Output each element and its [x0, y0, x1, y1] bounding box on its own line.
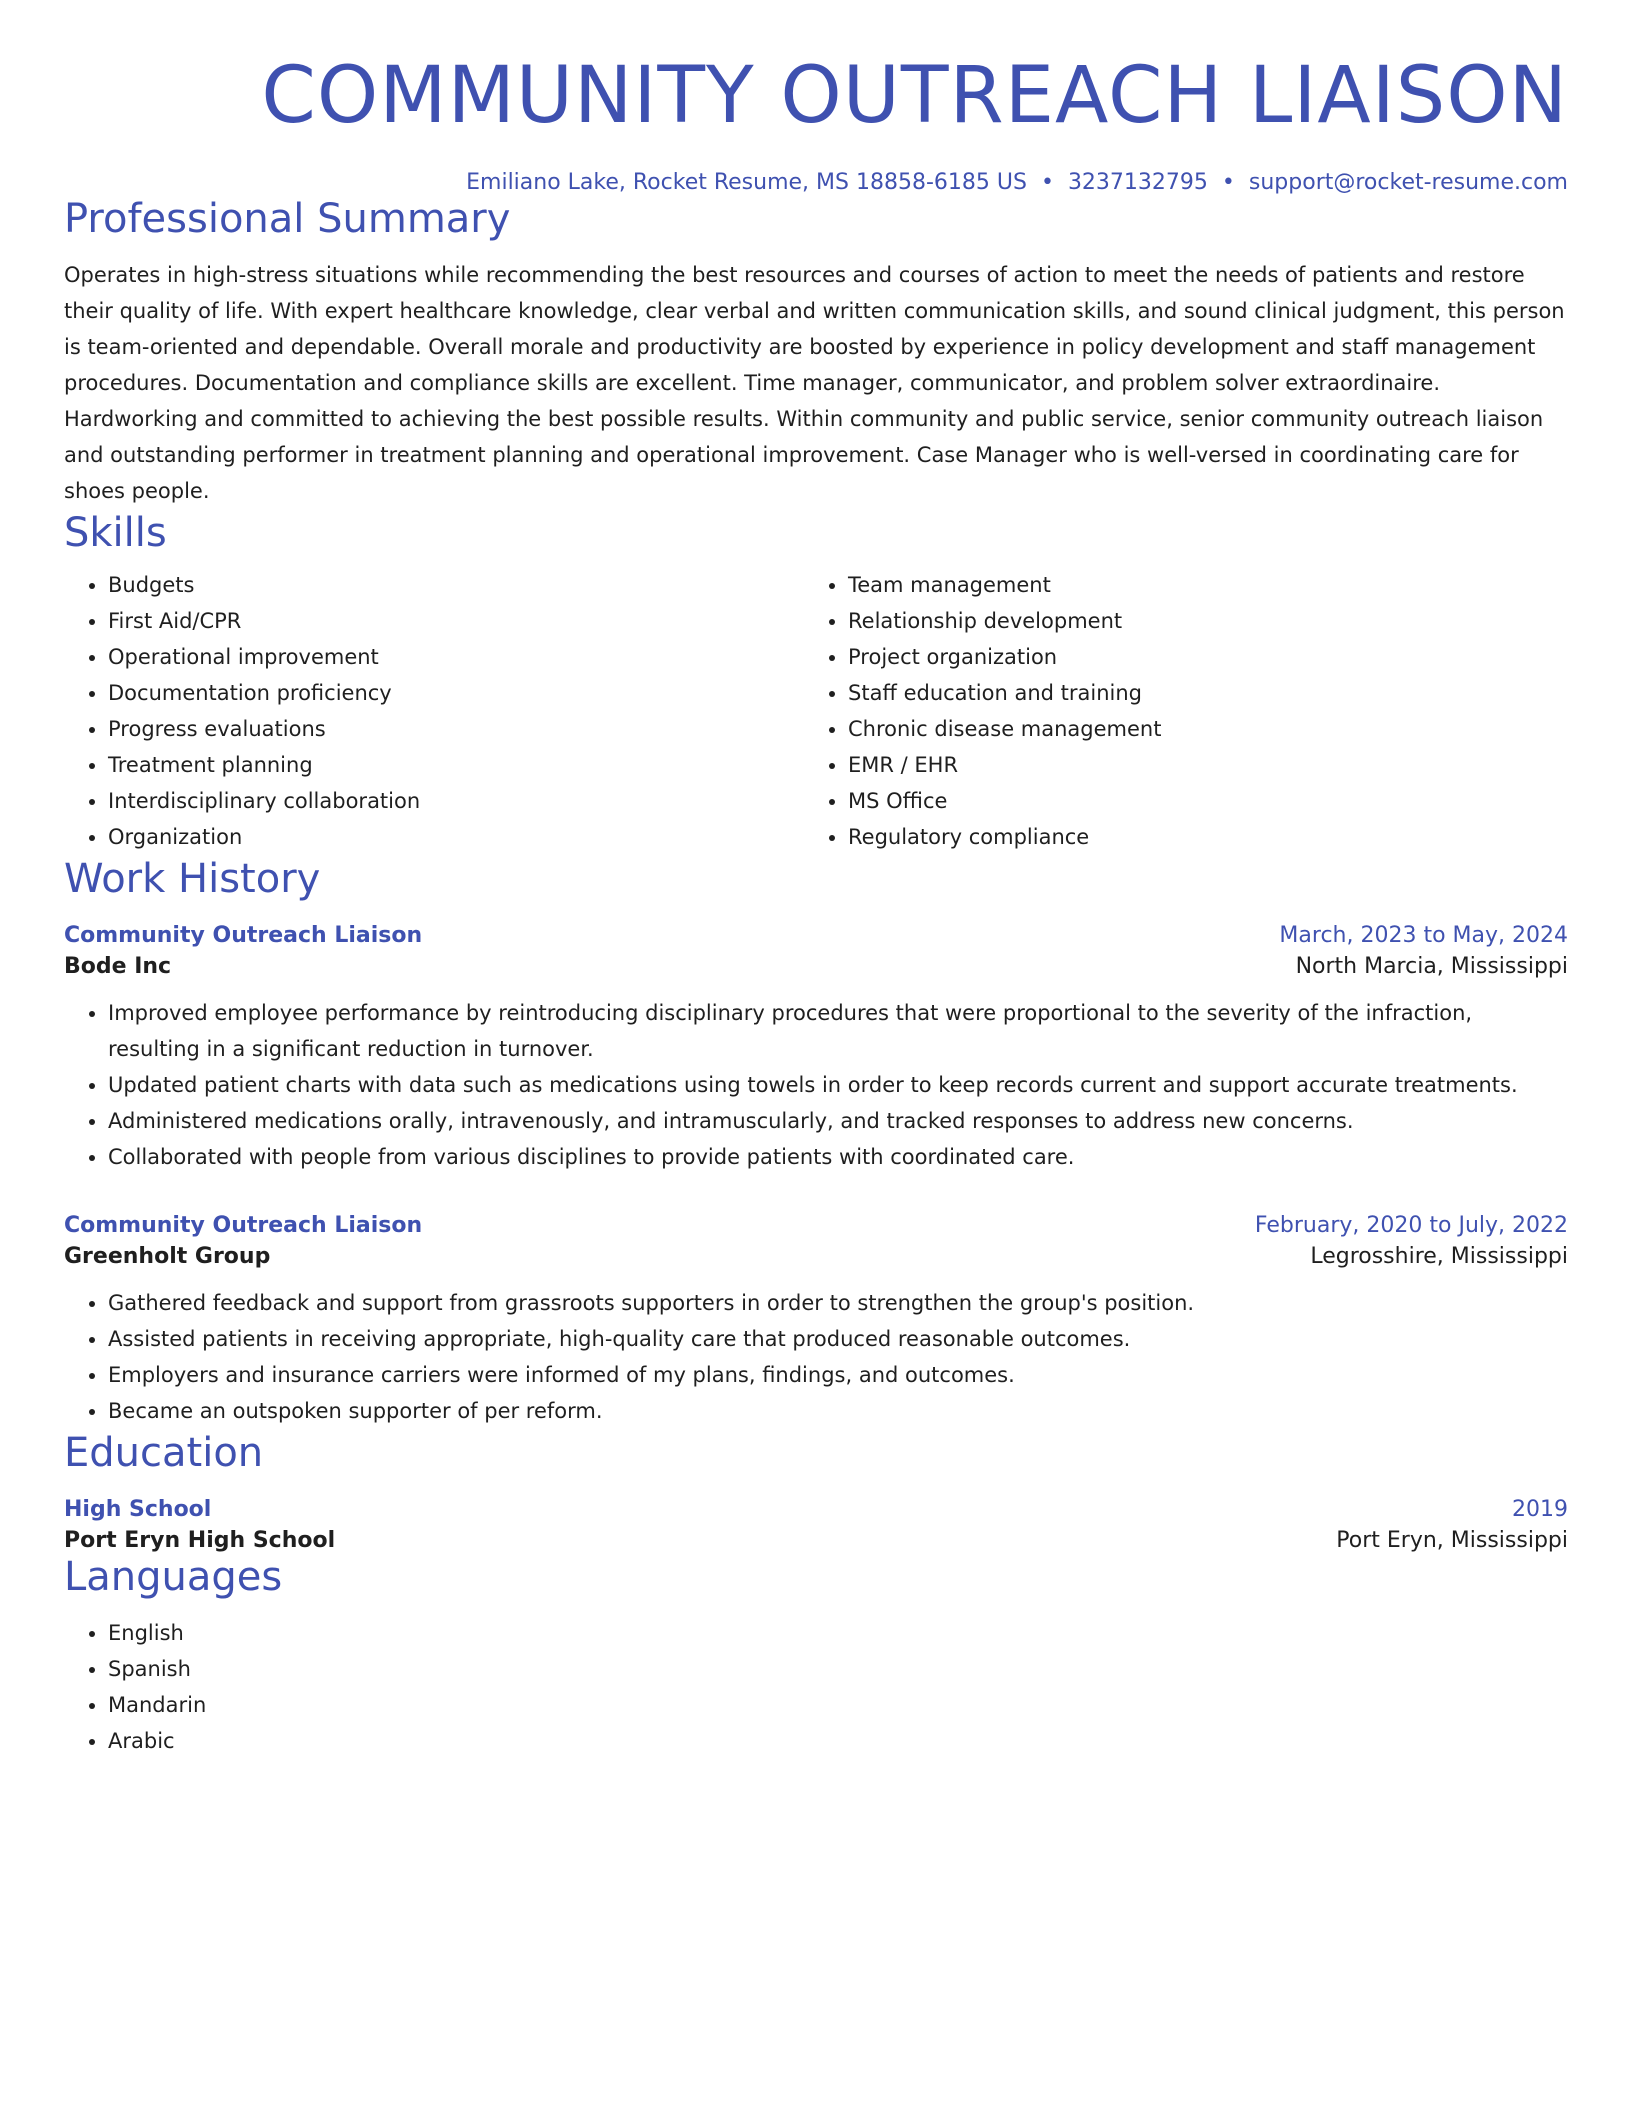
- job-company: Greenholt Group: [64, 1243, 271, 1269]
- language-item: • Spanish: [108, 1651, 1568, 1687]
- education-location: Port Eryn, Mississippi: [1336, 1527, 1568, 1553]
- job-dates: March, 2023 to May, 2024: [1279, 922, 1568, 948]
- summary-heading: Professional Summary: [64, 195, 511, 242]
- skill-item: • Relationship development: [848, 603, 1544, 639]
- language-item: • English: [108, 1615, 1568, 1651]
- education-heading: Education: [64, 1429, 264, 1476]
- education-entry: [64, 1497, 1568, 1553]
- skill-item: • Treatment planning: [108, 747, 804, 783]
- skill-item: • Regulatory compliance: [848, 819, 1544, 855]
- education-school: Port Eryn High School: [64, 1527, 336, 1553]
- job-bullet: • Administered medications orally, intravenously, and intramuscularly, and tracked responses to address new concerns.: [108, 1103, 1568, 1139]
- skills-column-right: [804, 567, 1544, 855]
- contact-separator: •: [1040, 169, 1054, 195]
- skill-item: • EMR / EHR: [848, 747, 1544, 783]
- job-title: Community Outreach Liaison: [64, 1212, 423, 1238]
- summary-text: Operates in high-stress situations while recommending the best resources and courses of action to meet the needs of patients and restore their quality of life. With expert healthcare knowledge, clear verbal and written communication skills, and sound clinical judgment, this person is team-oriented and dependable. Overall morale and productivity are boosted by experience in policy development and staff management procedures. Documentation and compliance skills are excellent. Time manager, communicator, and problem solver extraordinaire. Hardworking and committed to achieving the best possible results. Within community and public service, senior community outreach liaison and outstanding performer in treatment planning and operational improvement. Case Manager who is well-versed in coordinating care for shoes people.: [64, 262, 1565, 503]
- contact-email[interactable]: support@rocket-resume.com: [1248, 169, 1568, 195]
- job-bullet: • Employers and insurance carriers were informed of my plans, findings, and outcomes.: [108, 1357, 1568, 1393]
- skill-item: • Operational improvement: [108, 639, 804, 675]
- skill-item: • Team management: [848, 567, 1544, 603]
- skill-item: • Organization: [108, 819, 804, 855]
- skill-item: • Budgets: [108, 567, 804, 603]
- skills-list: [64, 567, 1568, 855]
- languages-heading: Languages: [64, 1553, 283, 1600]
- skills-heading: Skills: [64, 509, 167, 556]
- contact-separator: •: [1221, 169, 1235, 195]
- education-year: 2019: [1512, 1496, 1568, 1522]
- job-entry: [64, 1213, 1568, 1429]
- job-bullets: [64, 995, 1568, 1175]
- skills-column-left: [64, 567, 804, 855]
- job-bullet: • Collaborated with people from various disciplines to provide patients with coordinated care.: [108, 1139, 1568, 1175]
- job-bullet: • Gathered feedback and support from grassroots supporters in order to strengthen the group's position.: [108, 1285, 1568, 1321]
- job-bullet: • Improved employee performance by reintroducing disciplinary procedures that were proportional to the severity of the infraction, resulting in a significant reduction in turnover.: [108, 995, 1568, 1067]
- resume-title: COMMUNITY OUTREACH LIAISON: [261, 51, 1568, 141]
- language-item: • Mandarin: [108, 1687, 1568, 1723]
- job-bullet: • Updated patient charts with data such as medications using towels in order to keep records current and support accurate treatments.: [108, 1067, 1568, 1103]
- job-bullet: • Became an outspoken supporter of per reform.: [108, 1393, 1568, 1429]
- job-bullets: [64, 1285, 1568, 1429]
- job-location: North Marcia, Mississippi: [1295, 953, 1568, 979]
- job-bullet: • Assisted patients in receiving appropriate, high-quality care that produced reasonable outcomes.: [108, 1321, 1568, 1357]
- skill-item: • MS Office: [848, 783, 1544, 819]
- job-company: Bode Inc: [64, 953, 172, 979]
- work-history-heading: Work History: [64, 855, 321, 902]
- language-item: • Arabic: [108, 1723, 1568, 1759]
- skill-item: • Documentation proficiency: [108, 675, 804, 711]
- skill-item: • Project organization: [848, 639, 1544, 675]
- job-dates: February, 2020 to July, 2022: [1254, 1212, 1568, 1238]
- job-entry: [64, 923, 1568, 1175]
- contact-address: Emiliano Lake, Rocket Resume, MS 18858-6185 US: [466, 169, 1027, 195]
- contact-line: [64, 170, 1568, 195]
- job-title: Community Outreach Liaison: [64, 922, 423, 948]
- languages-list: [64, 1615, 1568, 1759]
- education-degree: High School: [64, 1496, 212, 1522]
- job-location: Legrosshire, Mississippi: [1310, 1243, 1568, 1269]
- skill-item: • Interdisciplinary collaboration: [108, 783, 804, 819]
- skill-item: • First Aid/CPR: [108, 603, 804, 639]
- contact-phone: 3237132795: [1067, 169, 1208, 195]
- skill-item: • Chronic disease management: [848, 711, 1544, 747]
- skill-item: • Staff education and training: [848, 675, 1544, 711]
- skill-item: • Progress evaluations: [108, 711, 804, 747]
